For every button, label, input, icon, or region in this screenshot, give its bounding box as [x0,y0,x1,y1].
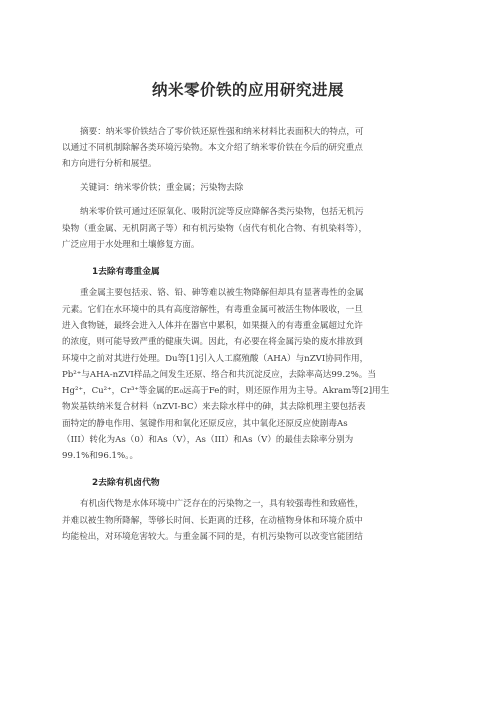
document-title: 纳米零价铁的应用研究进展 [151,81,344,99]
keywords: 关键词：纳米零价铁；重金属；污染物去除 [80,183,244,193]
section-1-line: Hg²⁺，Cu²⁺，Cr³⁺等金属的E₀远高于Fe的时，则还原作用为主导。Akram等[2]用生 [62,386,390,396]
section-1-line: 面特定的静电作用、氢键作用和氧化还原反应，其中氧化还原反应使剧毒As [62,419,348,429]
section-1-heading: 1去除有毒重金属 [92,267,160,277]
intro-line-3: 广泛应用于水处理和土壤修复方面。 [62,240,200,250]
section-1-line: 99.1%和96.1%。。 [62,451,139,461]
section-2-line: 有机卤代物是水体环境中广泛存在的污染物之一，具有较强毒性和致癌性， [80,499,364,509]
section-2-heading: 2去除有机卤代物 [92,478,160,488]
intro-line-1: 纳米零价铁可通过还原氧化、吸附沉淀等反应降解各类污染物，包括无机污 [80,207,364,217]
section-1-line: 的浓度，则可能导致严重的健康失调。因此，有必要在将金属污染的废水排放到 [62,337,363,347]
abstract-line-3: 和方向进行分析和展望。 [62,159,157,169]
section-1-line: 物炭基铁纳米复合材料（nZVI-BC）来去除水样中的砷，其去除机理主要包括表 [62,402,366,412]
section-1-line: Pb²⁺与AHA-nZVI样品之间发生还原、络合和共沉淀反应，去除率高达99.2%。当 [62,370,376,380]
section-1-line: 环境中之前对其进行处理。Du等[1]引入人工腐殖酸（AHA）与nZVI协同作用， [62,354,369,364]
section-2-line: 均能检出，对环境危害较大。与重金属不同的是，有机污染物可以改变官能团结 [62,532,363,542]
section-1-line: 进入食物链，最终会进入人体并在器官中累积，如果摄入的有毒重金属超过允许 [62,321,363,331]
section-1-line: 元素。它们在水环境中的具有高度溶解性，有毒重金属可被活生物体吸收，一旦 [62,305,363,315]
intro-line-2: 染物（重金属、无机阴离子等）和有机污染物（卤代有机化合物、有机染料等）， [62,224,368,234]
abstract-line-2: 以通过不同机制除解各类环境污染物。本文介绍了纳米零价铁在今后的研究重点 [62,143,363,153]
section-1-line: （III）转化为As（0）和As（V），As（III）和As（V）的最佳去除率分别为 [62,435,354,445]
section-2-line: 并难以被生物所降解，等够长时间、长距离的迁移，在动植物身体和环境介质中 [62,516,363,526]
abstract-line-1: 摘要：纳米零价铁结合了零价铁还原性强和纳米材料比表面积大的特点，可 [80,127,364,137]
section-1-line: 重金属主要包括汞、铬、铅、砷等难以被生物降解但却具有显著毒性的金属 [80,288,364,298]
